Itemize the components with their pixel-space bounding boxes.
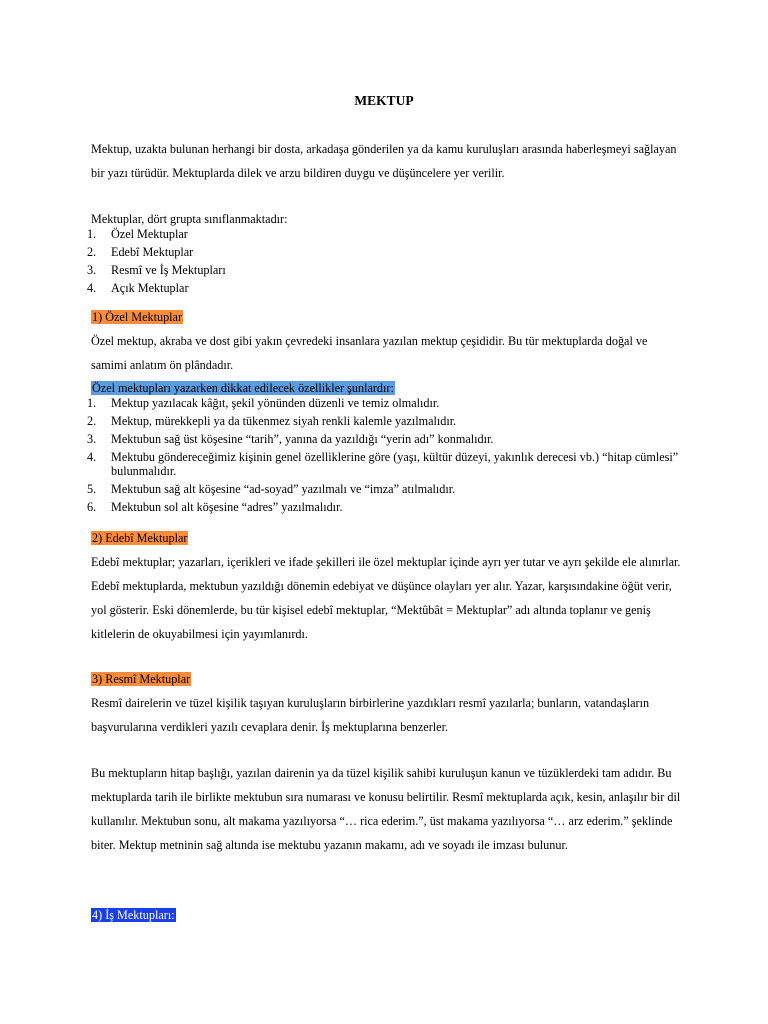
list-item: 2. Edebî Mektuplar <box>87 245 194 259</box>
list-item: 3. Mektubun sağ üst köşesine “tarih”, yanına da yazıldığı “yerin adı” konmalıdır. <box>87 432 494 446</box>
section1-rules-list <box>87 396 691 514</box>
section1-paragraph: Özel mektup, akraba ve dost gibi yakın çevredeki insanlara yazılan mektup çeşididir. Bu tür mektuplarda doğal ve samimi anlatım ön plândadır. <box>91 334 648 372</box>
list-item: 2. Mektup, mürekkepli ya da tükenmez siyah renkli kalemle yazılmalıdır. <box>87 414 457 428</box>
section3-paragraph-1: Resmî dairelerin ve tüzel kişilik taşıyan kuruluşların birbirlerine yazdıkları resmî yazılarla; bunların, vatandaşların başvurularına verdikleri yazılı cevaplara denir. İş mektuplarına benzerler. <box>91 696 650 734</box>
list-item: 1. Özel Mektuplar <box>87 227 188 241</box>
page-title: MEKTUP <box>354 93 414 108</box>
groups-list <box>87 227 691 295</box>
list-item: 4. Mektubu göndereceğimiz kişinin genel özelliklerine göre (yaşı, kültür düzeyi, yakınlık derecesi vb.) “hitap cümlesi” bulunmalıdır. <box>87 450 679 478</box>
section1-rules-heading: Özel mektupları yazarken dikkat edilecek özellikler şunlardır: <box>92 381 394 395</box>
groups-intro: Mektuplar, dört grupta sınıflanmaktadır: <box>91 212 288 226</box>
list-item: 4. Açık Mektuplar <box>87 281 189 295</box>
section1-heading: 1) Özel Mektuplar <box>92 310 183 324</box>
list-item: 6. Mektubun sol alt köşesine “adres” yazılmalıdır. <box>87 500 343 514</box>
section3-paragraph-2: Bu mektupların hitap başlığı, yazılan dairenin ya da tüzel kişilik sahibi kuruluşun kanun ve tüzüklerdeki tam adıdır. Bu mektuplarda tarih ile birlikte mektubun sıra numarası ve konusu belirtilir. Resmî mektuplarda açık, kesin, anlaşılır bir dil kullanılır. Mektubun sonu, alt makama yazılıyorsa “… rica ederim.”, üst makama yazılıyorsa “… arz ederim.” şeklinde biter. Mektup metninin sağ altında ise mektubu yazanın makamı, adı ve soyadı ile imzası bulunur. <box>91 766 681 852</box>
section2-heading: 2) Edebî Mektuplar <box>92 531 188 545</box>
section4-heading: 4) İş Mektupları: <box>92 908 175 922</box>
section2-paragraph: Edebî mektuplar; yazarları, içerikleri ve ifade şekilleri ile özel mektuplar içinde ayrı yer tutar ve ayrı şekilde ele alınırlar. Edebî mektuplarda, mektubun yazıldığı dönemin edebiyat ve düşünce olayları yer alır. Yazar, karşısındakine öğüt verir, yol gösterir. Eski dönemlerde, bu tür kişisel edebî mektuplar, “Mektûbât = Mektuplar” adı altında toplanır ve geniş kitlelerin de okuyabilmesi için yayımlanırdı. <box>91 555 681 641</box>
section3-heading: 3) Resmî Mektuplar <box>92 672 191 686</box>
list-item: 5. Mektubun sağ alt köşesine “ad-soyad” yazılmalı ve “imza” atılmalıdır. <box>87 482 456 496</box>
intro-paragraph: Mektup, uzakta bulunan herhangi bir dosta, arkadaşa gönderilen ya da kamu kuruluşları arasında haberleşmeyi sağlayan bir yazı türüdür. Mektuplarda dilek ve arzu bildiren duygu ve düşüncelere yer verilir. <box>91 142 677 180</box>
list-item: 1. Mektup yazılacak kâğıt, şekil yönünden düzenli ve temiz olmalıdır. <box>87 396 440 410</box>
list-item: 3. Resmî ve İş Mektupları <box>87 263 226 277</box>
